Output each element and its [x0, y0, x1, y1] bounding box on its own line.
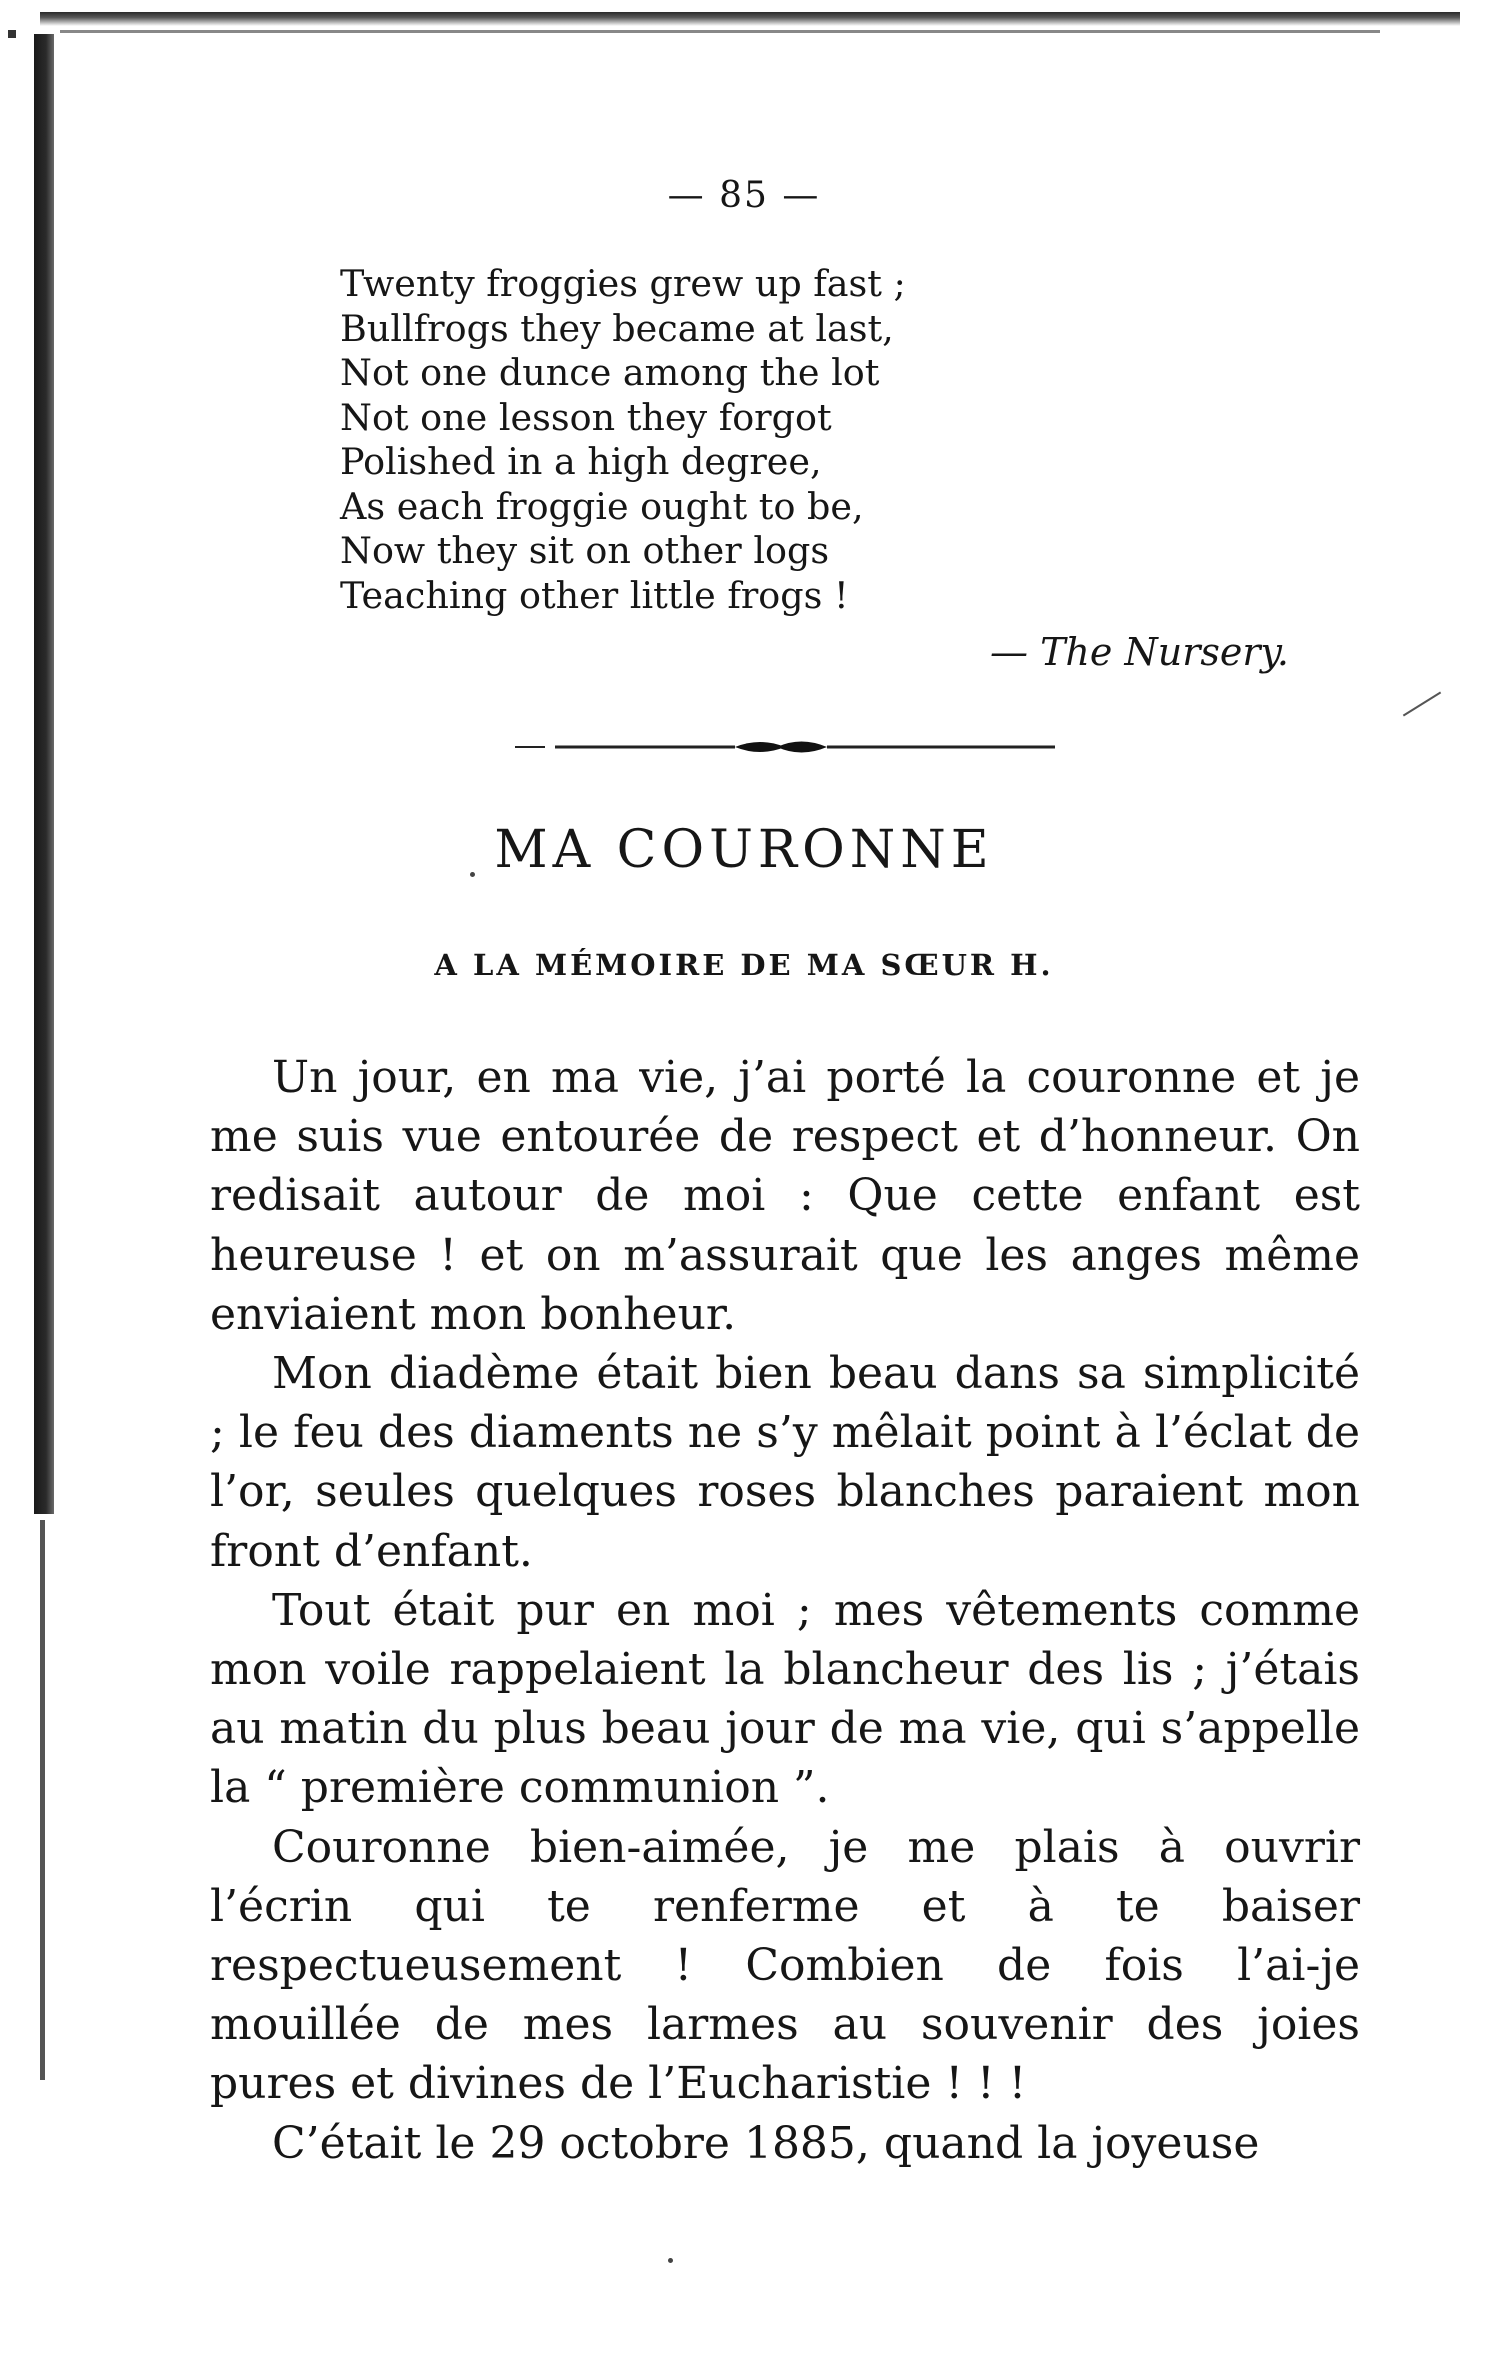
- paragraph: Tout était pur en moi ; mes vêtements comme mon voile rappelaient la blancheur des lis ; j’étais au matin du plus beau jour de ma vie, qui s’appelle la “ première communion ”.: [210, 1584, 1360, 1814]
- poem-line: Polished in a high degree,: [340, 440, 822, 483]
- body-text: [210, 1048, 1360, 2173]
- poem-attribution: — The Nursery.: [990, 630, 1290, 674]
- poem-line: Twenty froggies grew up fast ;: [340, 262, 906, 305]
- scan-stray-mark: [1403, 691, 1441, 716]
- paragraph: Couronne bien-aimée, je me plais à ouvrir l’écrin qui te renferme et à te baiser respectueusement ! Combien de fois l’ai-je mouillée de mes larmes au souvenir des joies pures et divines de l’Eucharistie ! ! !: [210, 1821, 1360, 2110]
- paragraph: C’était le 29 octobre 1885, quand la joyeuse: [272, 2117, 1260, 2169]
- scan-top-line: [60, 30, 1380, 33]
- poem-line: As each froggie ought to be,: [340, 484, 864, 528]
- poem-line: Not one lesson they forgot: [340, 395, 832, 439]
- section-divider-ornament: [515, 735, 1055, 759]
- scan-speck: [8, 30, 16, 38]
- scan-top-edge: [40, 12, 1460, 26]
- dedication-subtitle: A LA MÉMOIRE DE MA SŒUR H.: [434, 948, 1054, 982]
- paragraph: Un jour, en ma vie, j’ai porté la couronne et je me suis vue entourée de respect et d’honneur. On redisait autour de moi : Que cette enfant est heureuse ! et on m’assurait que les anges même enviaient mon bonheur.: [210, 1052, 1360, 1340]
- poem-stanza: [340, 262, 1240, 618]
- poem-line: Now they sit on other logs: [340, 529, 830, 572]
- scan-binding-line: [40, 1520, 45, 2080]
- poem-line: Teaching other little frogs !: [340, 573, 849, 617]
- page-number: — 85 —: [667, 175, 821, 216]
- poem-line: Bullfrogs they became at last,: [340, 306, 894, 350]
- scan-dot: [668, 2258, 673, 2263]
- paragraph: Mon diadème était bien beau dans sa simplicité ; le feu des diaments ne s’y mêlait point à l’éclat de l’or, seules quelques roses blanches paraient mon front d’enfant.: [210, 1348, 1360, 1577]
- poem-line: Not one dunce among the lot: [340, 351, 880, 394]
- scan-binding-shadow: [34, 34, 54, 1514]
- section-title: MA COURONNE: [494, 820, 994, 880]
